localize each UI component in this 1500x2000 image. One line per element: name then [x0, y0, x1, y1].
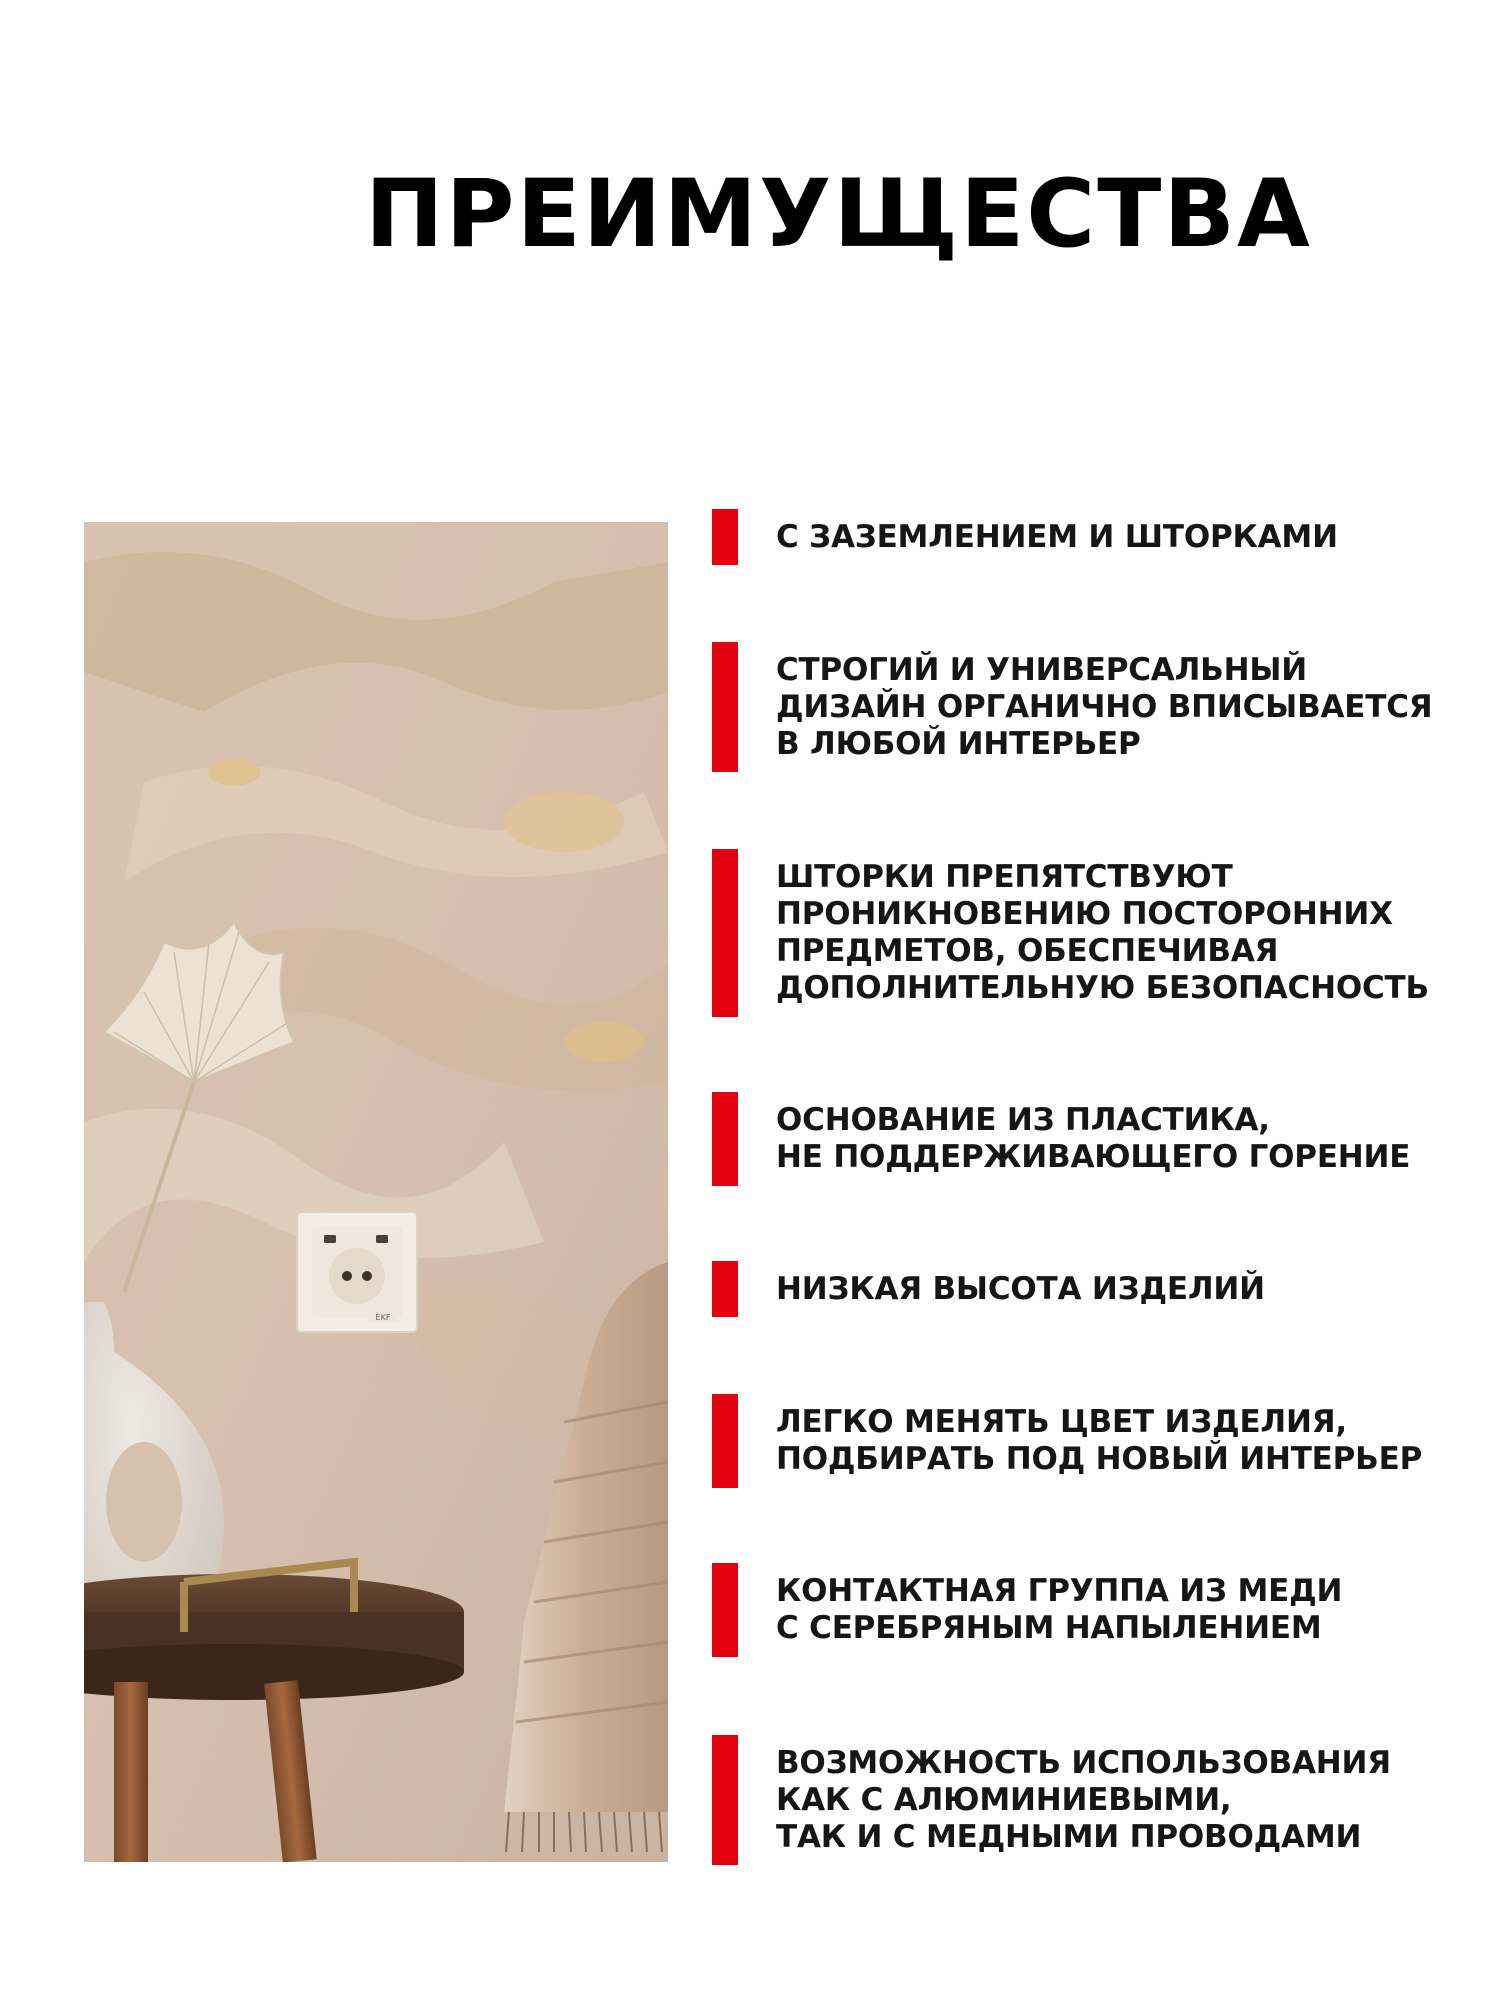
feature-text: ОСНОВАНИЕ ИЗ ПЛАСТИКА, НЕ ПОДДЕРЖИВАЮЩЕГО ГОРЕНИЕ [776, 1102, 1411, 1175]
page-title: ПРЕИМУЩЕСТВА [365, 160, 1312, 269]
accent-bar [712, 1261, 738, 1317]
accent-bar [712, 1735, 738, 1865]
accent-bar [712, 849, 738, 1017]
accent-bar [712, 642, 738, 772]
accent-bar [712, 1563, 738, 1657]
accent-bar [712, 509, 738, 565]
power-socket [297, 1212, 417, 1332]
feature-text: КОНТАКТНАЯ ГРУППА ИЗ МЕДИ С СЕРЕБРЯНЫМ НАПЫЛЕНИЕМ [776, 1573, 1343, 1646]
feature-text: СТРОГИЙ И УНИВЕРСАЛЬНЫЙ ДИЗАЙН ОРГАНИЧНО ВПИСЫВАЕТСЯ В ЛЮБОЙ ИНТЕРЬЕР [776, 652, 1433, 762]
interior-photo [84, 522, 668, 1862]
feature-text: ШТОРКИ ПРЕПЯТСТВУЮТ ПРОНИКНОВЕНИЮ ПОСТОРОННИХ ПРЕДМЕТОВ, ОБЕСПЕЧИВАЯ ДОПОЛНИТЕЛЬНУЮ БЕЗОПАСНОСТЬ [776, 859, 1429, 1006]
feature-text: НИЗКАЯ ВЫСОТА ИЗДЕЛИЙ [776, 1271, 1265, 1307]
accent-bar [712, 1092, 738, 1186]
feature-text: ВОЗМОЖНОСТЬ ИСПОЛЬЗОВАНИЯ КАК С АЛЮМИНИЕВЫМИ, ТАК И С МЕДНЫМИ ПРОВОДАМИ [776, 1745, 1391, 1855]
accent-bar [712, 1394, 738, 1488]
feature-text: С ЗАЗЕМЛЕНИЕМ И ШТОРКАМИ [776, 519, 1338, 555]
socket-brand: EKF [375, 1313, 391, 1322]
feature-text: ЛЕГКО МЕНЯТЬ ЦВЕТ ИЗДЕЛИЯ, ПОДБИРАТЬ ПОД НОВЫЙ ИНТЕРЬЕР [776, 1404, 1423, 1477]
